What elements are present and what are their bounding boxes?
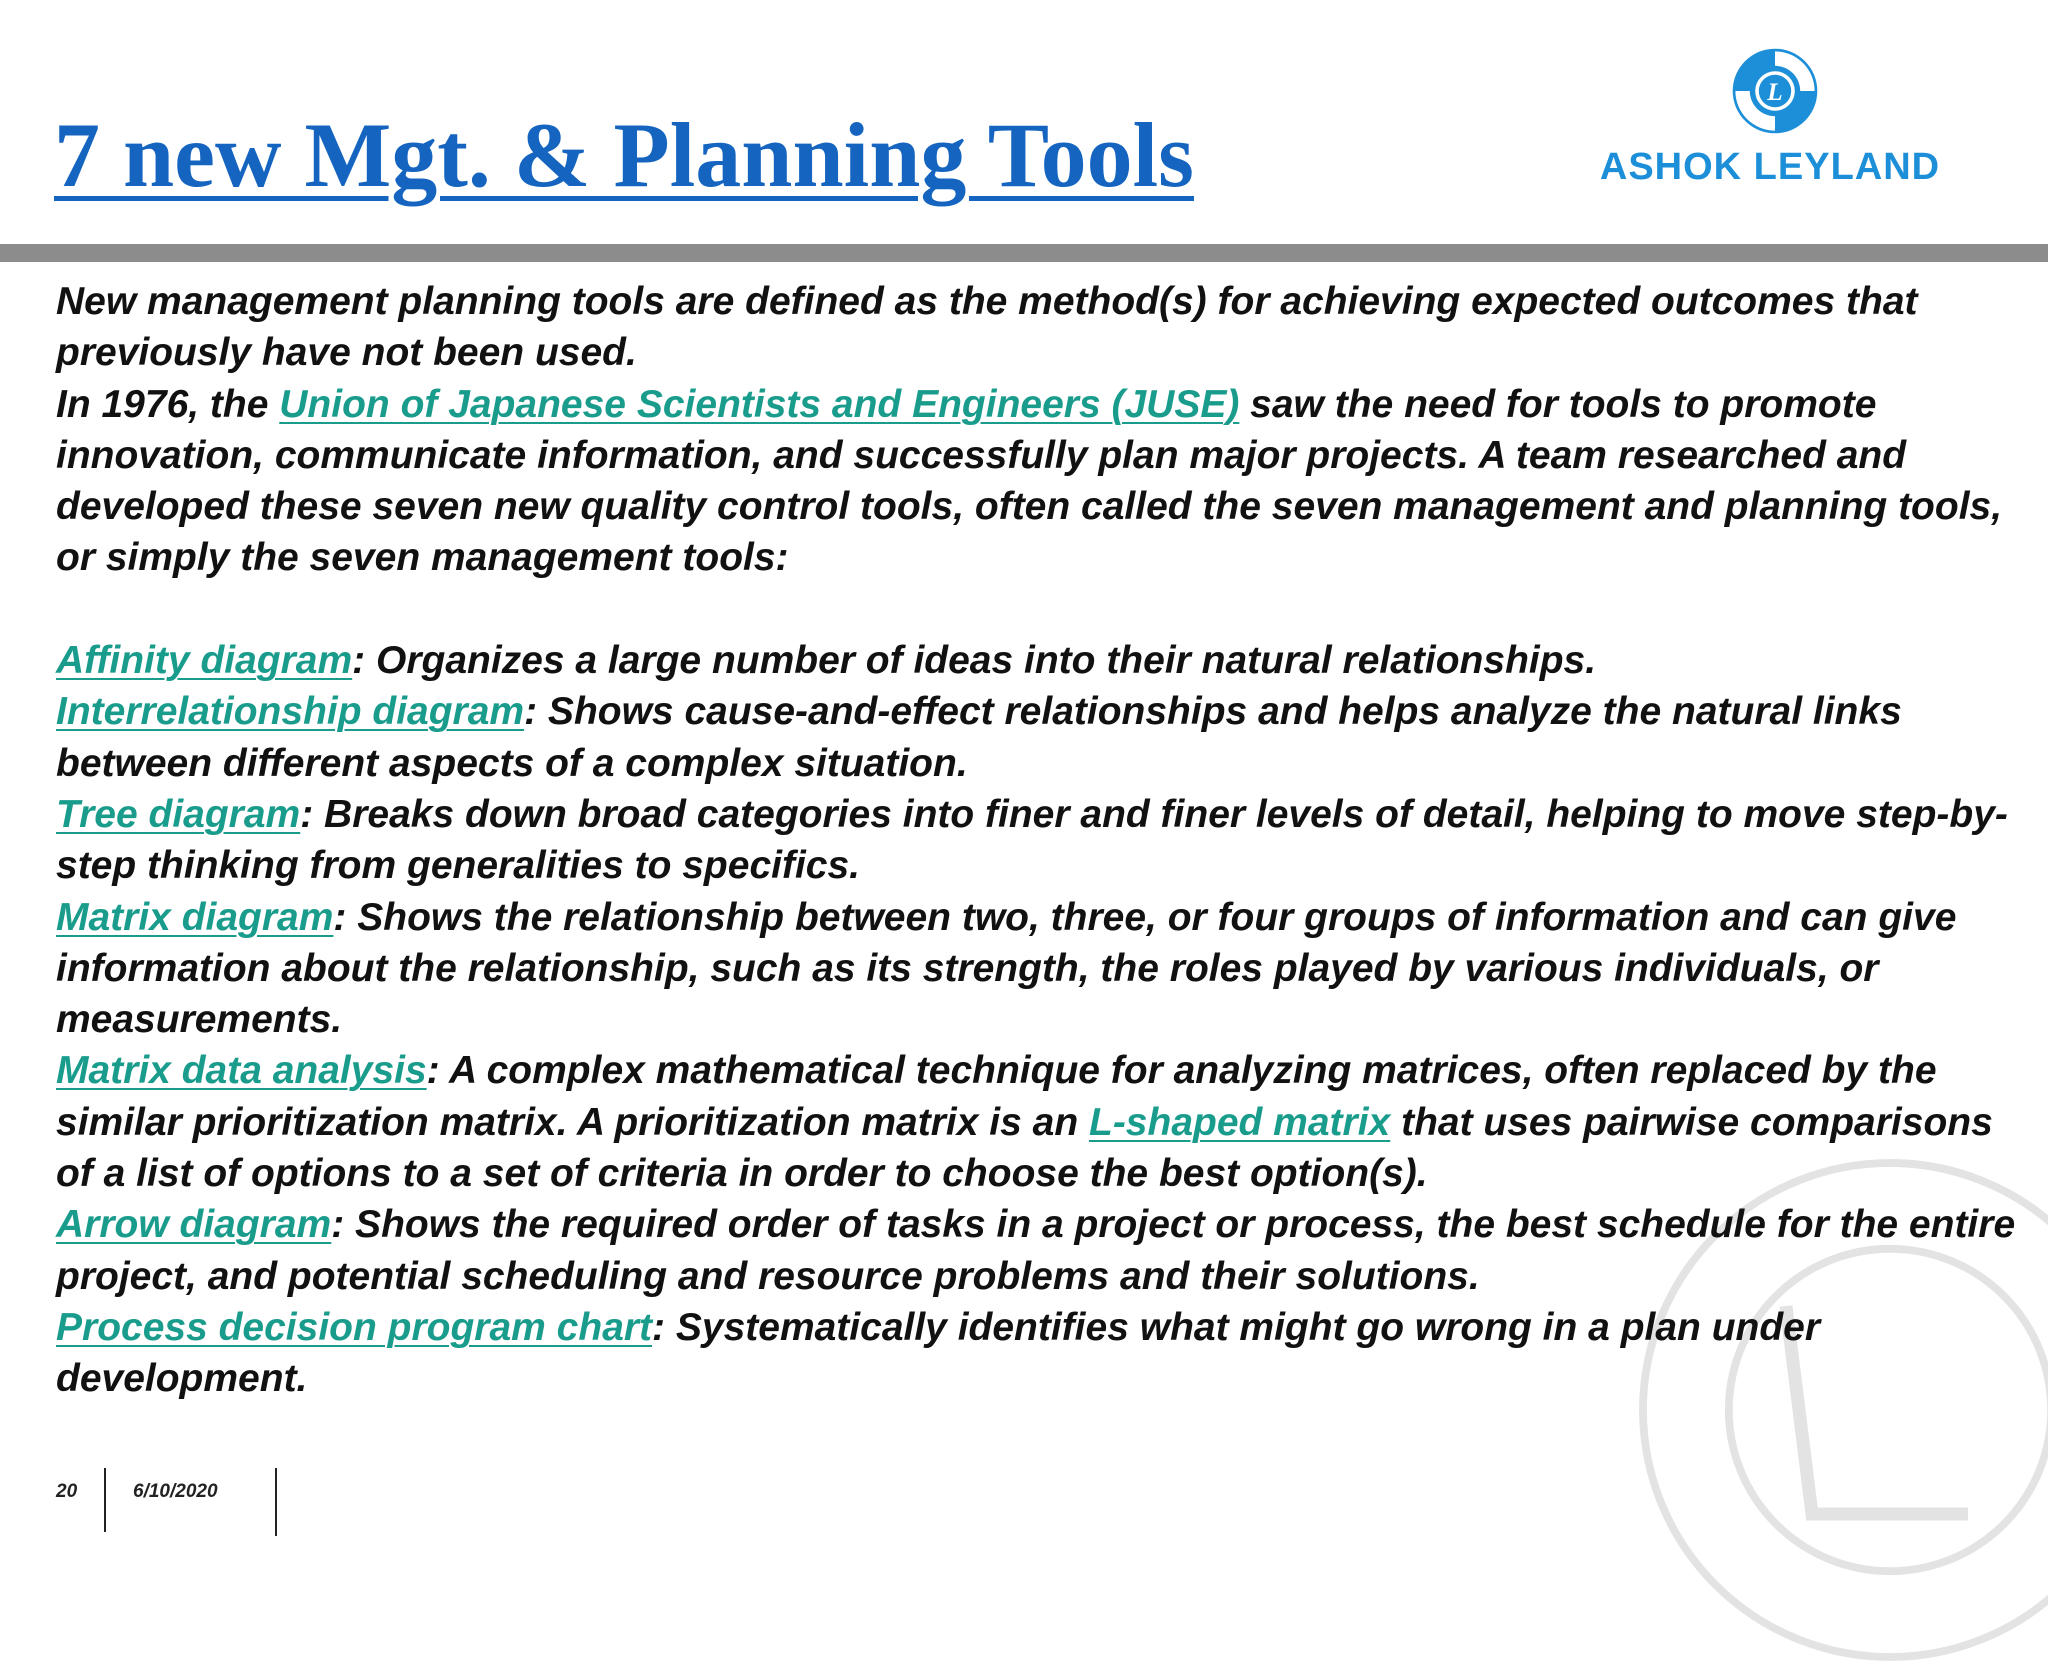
arrow-diagram-link[interactable]: Arrow diagram bbox=[56, 1203, 332, 1247]
header-divider bbox=[0, 244, 2048, 262]
matrix-data-analysis-link[interactable]: Matrix data analysis bbox=[56, 1049, 427, 1093]
paragraph-spacer bbox=[56, 584, 2016, 635]
tool-item-matrix-diagram bbox=[56, 892, 2016, 1046]
intro-text-after-link: saw the need for tools to promote innovation, communicate information, and successfully plan major projects. A team researched and developed these seven new quality control tools, often called the seven management and planning tools, or simply the seven management tools: bbox=[56, 382, 2003, 580]
tool-item-tree-diagram bbox=[56, 789, 2016, 892]
logo-wordmark: ASHOK LEYLAND bbox=[1599, 146, 1941, 188]
tool-description: : Breaks down broad categories into finer and finer levels of detail, helping to move step-by-step thinking from generalities to specifics. bbox=[56, 792, 2008, 888]
tool-item-process-decision-program-chart bbox=[56, 1302, 2016, 1405]
tool-description: : Systematically identifies what might go wrong in a plan under development. bbox=[56, 1305, 1821, 1401]
footer-divider bbox=[104, 1468, 106, 1532]
tool-description-continued: that uses pairwise comparisons of a list of options to a set of criteria in order to choose the best option(s). bbox=[56, 1100, 1993, 1196]
affinity-diagram-link[interactable]: Affinity diagram bbox=[56, 639, 353, 683]
ashok-leyland-emblem-icon bbox=[1730, 46, 1820, 136]
company-logo bbox=[1540, 46, 2010, 196]
tool-description: : Shows cause-and-effect relationships and helps analyze the natural links between different aspects of a complex situation. bbox=[56, 690, 1902, 785]
slide-body bbox=[56, 276, 2016, 1405]
tool-item-affinity-diagram bbox=[56, 635, 2016, 686]
slide-date: 6/10/2020 bbox=[133, 1481, 218, 1502]
l-shaped-matrix-link[interactable]: L-shaped matrix bbox=[1089, 1100, 1391, 1144]
process-decision-program-chart-link[interactable]: Process decision program chart bbox=[56, 1305, 653, 1349]
tool-description: : Shows the required order of tasks in a project or process, the best schedule for the entire project, and potential scheduling and resource problems and their solutions. bbox=[56, 1203, 2016, 1298]
tool-description: : Shows the relationship between two, three, or four groups of information and can give information about the relationship, such as its strength, the roles played by various individuals, or measurements. bbox=[56, 895, 1957, 1042]
tool-item-arrow-diagram bbox=[56, 1199, 2016, 1302]
tree-diagram-link[interactable]: Tree diagram bbox=[56, 792, 301, 836]
tool-item-interrelationship-diagram bbox=[56, 686, 2016, 789]
footer-divider bbox=[275, 1468, 277, 1536]
slide-number: 20 bbox=[56, 1481, 78, 1502]
logo-mark-letter: L bbox=[1767, 79, 1783, 106]
intro-paragraph-1: New management planning tools are defined as the method(s) for achieving expected outcomes that previously have not been used. bbox=[56, 280, 1918, 375]
matrix-diagram-link[interactable]: Matrix diagram bbox=[56, 895, 334, 939]
intro-paragraph-2 bbox=[56, 379, 2016, 584]
juse-link[interactable]: Union of Japanese Scientists and Engineers (JUSE) bbox=[279, 382, 1240, 426]
slide-title: 7 new Mgt. & Planning Tools bbox=[54, 104, 1194, 206]
tool-description: : A complex mathematical technique for analyzing matrices, often replaced by the similar prioritization matrix. A prioritization matrix is an bbox=[56, 1049, 1937, 1144]
tool-item-matrix-data-analysis bbox=[56, 1045, 2016, 1199]
tool-description: : Organizes a large number of ideas into their natural relationships. bbox=[352, 639, 1597, 683]
intro-text-before-link: In 1976, the bbox=[56, 382, 280, 426]
interrelationship-diagram-link[interactable]: Interrelationship diagram bbox=[56, 690, 525, 734]
